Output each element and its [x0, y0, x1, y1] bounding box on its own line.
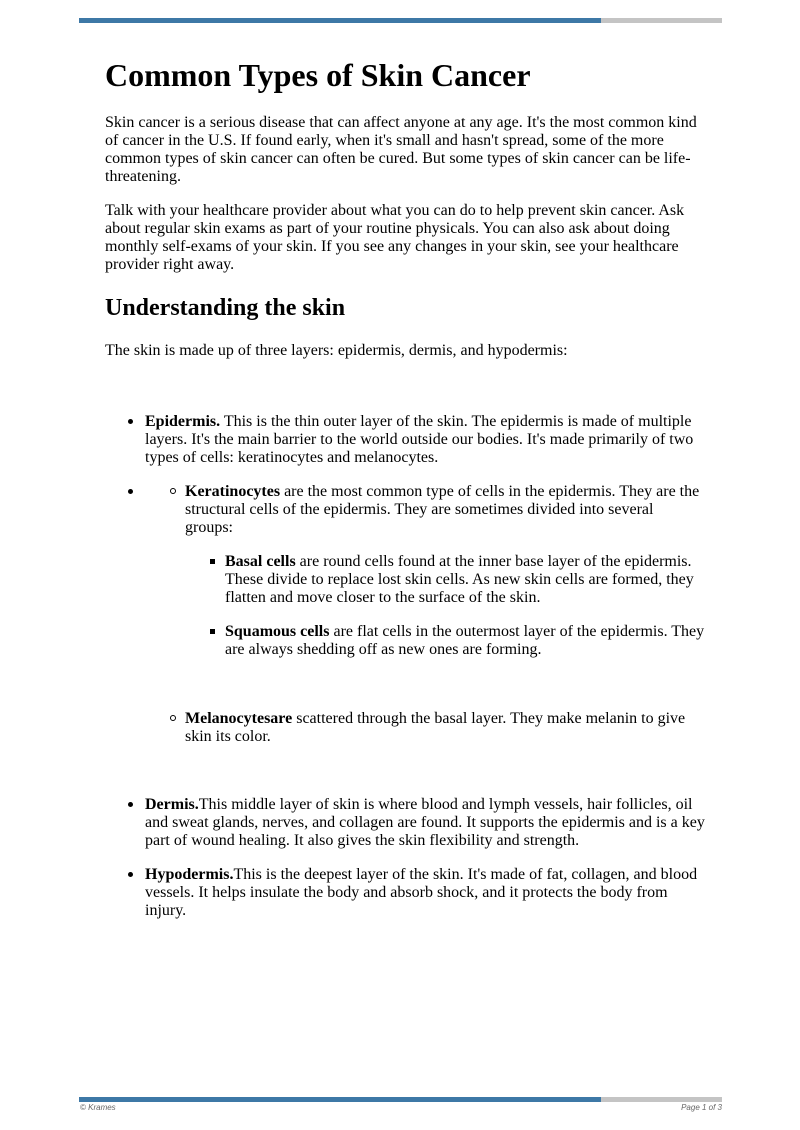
footer-page-number: Page 1 of 3 — [681, 1103, 722, 1112]
list-item-squamous-cells — [225, 623, 705, 659]
bottom-divider-accent — [79, 1097, 601, 1102]
intro-paragraph-2: Talk with your healthcare provider about what you can do to help prevent skin cancer. Ask about regular skin exams as part of your routine physicals. You can also ask about doing monthly self-exams of your skin. If you see any changes in your skin, see your healthcare provider right away. — [105, 202, 685, 273]
term-melanocytes: Melanocytesare — [185, 710, 293, 727]
desc-hypodermis: This is the deepest layer of the skin. It's made of fat, collagen, and blood vessels. It helps insulate the body and absorb shock, and it protects the body from injury. — [145, 866, 698, 919]
desc-epidermis: This is the thin outer layer of the skin. The epidermis is made of multiple layers. It's the main barrier to the world outside our bodies. It's made primarily of two types of cells: keratinocytes and melanocytes. — [145, 413, 694, 466]
top-divider-accent — [79, 18, 601, 23]
document-body — [105, 56, 705, 936]
keratinocyte-groups-list — [185, 553, 705, 659]
epidermis-cells-list — [145, 483, 705, 746]
section-heading: Understanding the skin — [105, 295, 346, 321]
term-basal-cells: Basal cells — [225, 553, 296, 570]
term-epidermis: Epidermis. — [145, 413, 221, 430]
list-item-melanocytes — [185, 710, 705, 746]
top-divider-bar — [79, 18, 722, 23]
list-item-epidermis-cells — [145, 483, 705, 746]
bottom-divider-rest — [601, 1097, 722, 1102]
desc-dermis: This middle layer of skin is where blood and lymph vessels, hair follicles, oil and sweat glands, nerves, and collagen are found. It supports the epidermis and is a key part of wound healing. It also gives the skin flexibility and strength. — [145, 796, 705, 849]
bottom-divider-bar — [79, 1097, 722, 1102]
skin-layers-list — [105, 413, 705, 920]
list-item-keratinocytes — [185, 483, 705, 659]
term-squamous-cells: Squamous cells — [225, 623, 330, 640]
term-dermis: Dermis. — [145, 796, 199, 813]
term-hypodermis: Hypodermis. — [145, 866, 234, 883]
desc-squamous-cells: are flat cells in the outermost layer of the epidermis. They are always shedding off as new ones are forming. — [225, 623, 705, 658]
term-keratinocytes: Keratinocytes — [185, 483, 281, 500]
top-divider-rest — [601, 18, 722, 23]
footer-copyright: © Krames — [80, 1103, 116, 1112]
section-lead: The skin is made up of three layers: epidermis, dermis, and hypodermis: — [105, 342, 568, 359]
desc-keratinocytes: are the most common type of cells in the epidermis. They are the structural cells of the epidermis. They are sometimes divided into several groups: — [185, 483, 700, 536]
intro-paragraph-1: Skin cancer is a serious disease that can affect anyone at any age. It's the most common kind of cancer in the U.S. If found early, when it's small and hasn't spread, some of the more common types of skin cancer can often be cured. But some types of skin cancer can be life-threatening. — [105, 114, 697, 185]
desc-basal-cells: are round cells found at the inner base layer of the epidermis. These divide to replace lost skin cells. As new skin cells are formed, they flatten and move closer to the surface of the skin. — [225, 553, 694, 606]
page-title: Common Types of Skin Cancer — [105, 57, 531, 93]
list-item-basal-cells — [225, 553, 705, 607]
list-item-dermis — [145, 796, 705, 850]
desc-melanocytes: scattered through the basal layer. They make melanin to give skin its color. — [185, 710, 686, 745]
list-item-epidermis — [145, 413, 705, 467]
list-item-hypodermis — [145, 866, 705, 920]
